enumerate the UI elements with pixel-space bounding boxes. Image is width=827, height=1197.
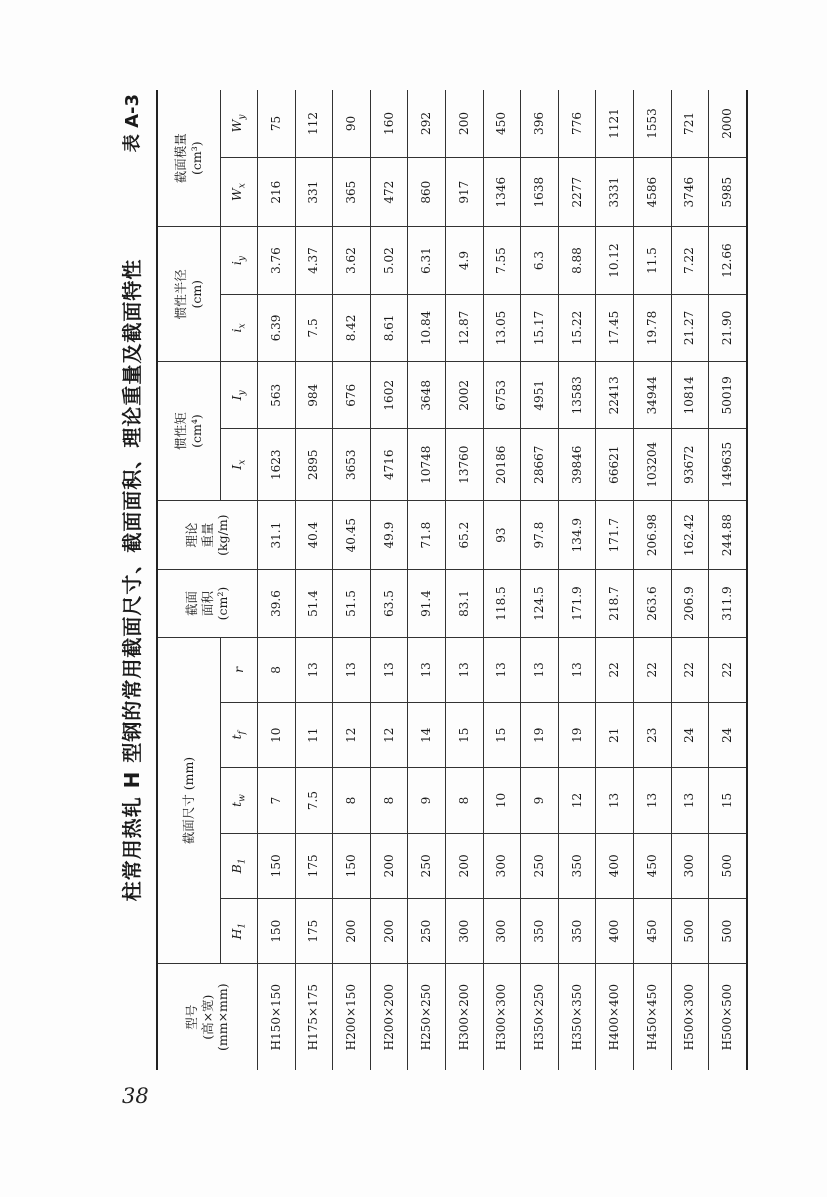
- table-cell: 20186: [483, 429, 521, 500]
- table-cell: 263.6: [633, 570, 671, 637]
- col-tf-sub: f: [237, 731, 248, 735]
- table-cell: 24: [671, 703, 709, 768]
- table-cell: 450: [483, 90, 521, 157]
- table-cell: 7: [258, 768, 296, 833]
- table-cell: 23: [633, 703, 671, 768]
- table-row: [521, 90, 559, 1070]
- table-cell: 13: [521, 637, 559, 702]
- table-cell: 9: [408, 768, 446, 833]
- table-cell: 75: [258, 90, 296, 157]
- table-cell: 134.9: [558, 500, 596, 569]
- table-cell: 500: [709, 899, 747, 964]
- table-cell: 15.22: [558, 294, 596, 361]
- table-cell: 12.66: [709, 227, 747, 294]
- table-cell: 21.27: [671, 294, 709, 361]
- col-r: [221, 637, 258, 702]
- table-cell: 4586: [633, 157, 671, 226]
- table-cell: 22: [709, 637, 747, 702]
- col-iy-lower-sub: y: [237, 256, 248, 262]
- table-cell: 9: [521, 768, 559, 833]
- table-cell-model: H200×150: [333, 964, 371, 1070]
- col-b1-sub: 1: [237, 858, 248, 865]
- col-ix-lower: [221, 294, 258, 361]
- table-cell: 171.7: [596, 500, 634, 569]
- table-cell: 10.84: [408, 294, 446, 361]
- col-ix-upper-sub: x: [237, 459, 248, 465]
- header-modulus: [157, 90, 221, 227]
- table-cell-model: H150×150: [258, 964, 296, 1070]
- table-cell: 250: [408, 899, 446, 964]
- table-cell: 66621: [596, 429, 634, 500]
- table-cell: 365: [333, 157, 371, 226]
- table-row: [445, 90, 483, 1070]
- table-cell: 206.9: [671, 570, 709, 637]
- table-row: [671, 90, 709, 1070]
- table-cell: 250: [521, 833, 559, 898]
- table-cell-model: H300×300: [483, 964, 521, 1070]
- table-cell: 350: [521, 899, 559, 964]
- table-cell: 12: [333, 703, 371, 768]
- table-cell-model: H500×500: [709, 964, 747, 1070]
- table-cell: 83.1: [445, 570, 483, 637]
- table-row: [483, 90, 521, 1070]
- table-cell: 11: [295, 703, 333, 768]
- table-cell: 13760: [445, 429, 483, 500]
- table-cell: 721: [671, 90, 709, 157]
- table-cell: 97.8: [521, 500, 559, 569]
- table-cell: 49.9: [370, 500, 408, 569]
- table-cell: 396: [521, 90, 559, 157]
- table-cell: 124.5: [521, 570, 559, 637]
- table-cell: 175: [295, 899, 333, 964]
- table-cell: 5.02: [370, 227, 408, 294]
- table-cell: 50019: [709, 362, 747, 429]
- table-cell: 10.12: [596, 227, 634, 294]
- header-weight-line1: 理论: [184, 522, 200, 548]
- table-cell: 22: [671, 637, 709, 702]
- table-cell: 350: [558, 833, 596, 898]
- table-cell: 91.4: [408, 570, 446, 637]
- header-radius-line2: (cm): [189, 279, 204, 309]
- table-cell-model: H200×200: [370, 964, 408, 1070]
- table-row: [596, 90, 634, 1070]
- col-iy-lower: [221, 227, 258, 294]
- table-cell: 292: [408, 90, 446, 157]
- table-cell: 350: [558, 899, 596, 964]
- table-cell-model: H300×200: [445, 964, 483, 1070]
- col-iy-upper: [221, 362, 258, 429]
- table-cell: 218.7: [596, 570, 634, 637]
- table-cell: 331: [295, 157, 333, 226]
- table-cell: 200: [370, 899, 408, 964]
- table-cell-model: H175×175: [295, 964, 333, 1070]
- table-cell: 13: [633, 768, 671, 833]
- h-steel-table: [156, 90, 748, 1070]
- table-cell: 65.2: [445, 500, 483, 569]
- table-cell: 21: [596, 703, 634, 768]
- header-model-line1: 型号: [184, 1004, 200, 1030]
- table-row: [370, 90, 408, 1070]
- col-h1-sub: 1: [237, 922, 248, 929]
- table-cell: 19: [521, 703, 559, 768]
- table-row: [295, 90, 333, 1070]
- table-cell: 39.6: [258, 570, 296, 637]
- table-cell: 3331: [596, 157, 634, 226]
- col-h1: [221, 899, 258, 964]
- table-cell: 21.90: [709, 294, 747, 361]
- table-cell: 4.9: [445, 227, 483, 294]
- table-cell: 13: [483, 637, 521, 702]
- header-inertia-line1: 惯性矩: [173, 412, 189, 450]
- table-cell: 1623: [258, 429, 296, 500]
- table-cell: 13: [370, 637, 408, 702]
- table-row: [709, 90, 747, 1070]
- col-ix-lower-sub: x: [237, 323, 248, 329]
- col-b1-base: B: [229, 864, 245, 874]
- table-cell: 7.22: [671, 227, 709, 294]
- table-cell: 34944: [633, 362, 671, 429]
- table-cell: 216: [258, 157, 296, 226]
- table-cell: 3648: [408, 362, 446, 429]
- table-cell: 4716: [370, 429, 408, 500]
- header-modulus-line1: 截面模量: [173, 133, 189, 184]
- table-cell: 150: [258, 833, 296, 898]
- col-tw: [221, 768, 258, 833]
- table-title: 柱常用热轧 H 型钢的常用截面尺寸、截面面积、理论重量及截面特性: [120, 258, 144, 902]
- col-ix-lower-base: i: [229, 328, 245, 333]
- table-cell: 71.8: [408, 500, 446, 569]
- col-wy-base: W: [229, 119, 245, 133]
- table-cell: 103204: [633, 429, 671, 500]
- table-cell: 500: [671, 899, 709, 964]
- col-wx: [221, 157, 258, 226]
- table-cell: 7.55: [483, 227, 521, 294]
- table-cell: 7.5: [295, 294, 333, 361]
- header-weight: [157, 500, 258, 569]
- table-cell: 10748: [408, 429, 446, 500]
- table-cell: 676: [333, 362, 371, 429]
- table-row: [633, 90, 671, 1070]
- header-area: [157, 570, 258, 637]
- table-cell: 200: [445, 833, 483, 898]
- table-cell: 200: [370, 833, 408, 898]
- table-cell: 15: [483, 703, 521, 768]
- table-cell: 8: [333, 768, 371, 833]
- table-cell: 11.5: [633, 227, 671, 294]
- col-tf: [221, 703, 258, 768]
- table-cell: 1602: [370, 362, 408, 429]
- table-cell: 90: [333, 90, 371, 157]
- header-area-line3: (cm²): [215, 586, 231, 621]
- table-cell: 984: [295, 362, 333, 429]
- table-cell: 175: [295, 833, 333, 898]
- table-cell-model: H500×300: [671, 964, 709, 1070]
- col-iy-upper-sub: y: [237, 390, 248, 396]
- header-weight-line3: (kg/m): [215, 514, 231, 556]
- table-cell: 19.78: [633, 294, 671, 361]
- table-cell: 19: [558, 703, 596, 768]
- table-cell: 13: [558, 637, 596, 702]
- table-cell: 3653: [333, 429, 371, 500]
- table-cell: 300: [671, 833, 709, 898]
- table-row: [408, 90, 446, 1070]
- table-cell: 3746: [671, 157, 709, 226]
- table-cell: 40.4: [295, 500, 333, 569]
- table-cell: 300: [483, 899, 521, 964]
- table-cell: 1553: [633, 90, 671, 157]
- table-cell: 12.87: [445, 294, 483, 361]
- table-cell: 400: [596, 899, 634, 964]
- table-cell: 472: [370, 157, 408, 226]
- table-cell-model: H450×450: [633, 964, 671, 1070]
- table-cell-model: H350×250: [521, 964, 559, 1070]
- header-weight-line2: 重量: [199, 522, 215, 548]
- table-cell: 28667: [521, 429, 559, 500]
- table-cell: 10814: [671, 362, 709, 429]
- table-cell: 13: [333, 637, 371, 702]
- table-cell: 22: [596, 637, 634, 702]
- table-cell: 206.98: [633, 500, 671, 569]
- title-row: [110, 90, 156, 1070]
- header-model-line3: (mm×mm): [215, 983, 231, 1051]
- table-cell: 51.5: [333, 570, 371, 637]
- table-cell: 15: [709, 768, 747, 833]
- table-cell: 93: [483, 500, 521, 569]
- table-cell-model: H400×400: [596, 964, 634, 1070]
- header-radius-line1: 惯性半径: [173, 269, 189, 320]
- col-tf-base: t: [229, 734, 245, 740]
- table-cell-model: H250×250: [408, 964, 446, 1070]
- table-cell: 300: [445, 899, 483, 964]
- table-cell: 8: [370, 768, 408, 833]
- table-cell: 10: [483, 768, 521, 833]
- col-wy-sub: y: [237, 114, 248, 120]
- table-cell: 15: [445, 703, 483, 768]
- table-cell: 8.42: [333, 294, 371, 361]
- table-cell: 8.88: [558, 227, 596, 294]
- table-cell: 171.9: [558, 570, 596, 637]
- table-cell: 1638: [521, 157, 559, 226]
- table-cell: 63.5: [370, 570, 408, 637]
- table-cell: 450: [633, 833, 671, 898]
- table-cell: 93672: [671, 429, 709, 500]
- table-cell: 3.62: [333, 227, 371, 294]
- col-wx-sub: x: [237, 183, 248, 189]
- table-cell: 563: [258, 362, 296, 429]
- col-b1: [221, 833, 258, 898]
- header-radius: [157, 227, 221, 362]
- table-cell: 39846: [558, 429, 596, 500]
- table-cell: 17.45: [596, 294, 634, 361]
- col-tw-sub: w: [237, 794, 248, 802]
- table-cell: 150: [258, 899, 296, 964]
- header-inertia: [157, 362, 221, 501]
- table-cell: 776: [558, 90, 596, 157]
- header-model: [157, 964, 258, 1070]
- table-cell: 6.3: [521, 227, 559, 294]
- table-cell: 1121: [596, 90, 634, 157]
- table-cell: 22413: [596, 362, 634, 429]
- col-ix-upper-base: I: [229, 464, 245, 470]
- col-h1-base: H: [229, 928, 245, 940]
- table-row: [558, 90, 596, 1070]
- table-cell: 13: [671, 768, 709, 833]
- header-area-line1: 截面: [184, 591, 200, 617]
- table-cell: 149635: [709, 429, 747, 500]
- col-r-base: r: [231, 666, 247, 673]
- header-modulus-line2: (cm³): [189, 141, 204, 175]
- table-cell: 22: [633, 637, 671, 702]
- table-cell: 13: [596, 768, 634, 833]
- col-iy-upper-base: I: [229, 395, 245, 401]
- table-cell: 2002: [445, 362, 483, 429]
- table-cell: 6.39: [258, 294, 296, 361]
- table-cell: 160: [370, 90, 408, 157]
- table-cell: 450: [633, 899, 671, 964]
- table-cell: 4.37: [295, 227, 333, 294]
- col-wx-base: W: [229, 188, 245, 202]
- table-cell: 244.88: [709, 500, 747, 569]
- col-ix-upper: [221, 429, 258, 500]
- header-dimensions: 截面尺寸 (mm): [157, 637, 221, 964]
- table-cell: 8: [445, 768, 483, 833]
- table-cell: 12: [558, 768, 596, 833]
- table-cell: 10: [258, 703, 296, 768]
- table-cell: 13.05: [483, 294, 521, 361]
- table-cell: 162.42: [671, 500, 709, 569]
- table-cell: 12: [370, 703, 408, 768]
- col-iy-lower-base: i: [229, 261, 245, 266]
- table-cell: 311.9: [709, 570, 747, 637]
- table-cell: 917: [445, 157, 483, 226]
- rotated-table-block: [110, 90, 734, 1070]
- table-cell: 200: [333, 899, 371, 964]
- table-cell: 6.31: [408, 227, 446, 294]
- table-cell: 24: [709, 703, 747, 768]
- table-cell: 860: [408, 157, 446, 226]
- table-cell: 7.5: [295, 768, 333, 833]
- header-area-line2: 面积: [199, 591, 215, 617]
- table-cell: 3.76: [258, 227, 296, 294]
- table-cell: 13: [295, 637, 333, 702]
- table-cell: 118.5: [483, 570, 521, 637]
- table-cell: 15.17: [521, 294, 559, 361]
- table-cell: 40.45: [333, 500, 371, 569]
- table-cell: 31.1: [258, 500, 296, 569]
- table-cell: 51.4: [295, 570, 333, 637]
- table-cell: 4951: [521, 362, 559, 429]
- table-cell: 13: [408, 637, 446, 702]
- table-cell: 8: [258, 637, 296, 702]
- table-cell: 112: [295, 90, 333, 157]
- table-cell: 2277: [558, 157, 596, 226]
- table-cell-model: H350×350: [558, 964, 596, 1070]
- header-inertia-line2: (cm⁴): [189, 414, 204, 448]
- col-tw-base: t: [229, 801, 245, 807]
- table-row: [258, 90, 296, 1070]
- table-cell: 6753: [483, 362, 521, 429]
- table-cell: 13: [445, 637, 483, 702]
- table-row: [333, 90, 371, 1070]
- table-label: 表 A-3: [122, 94, 143, 153]
- table-cell: 300: [483, 833, 521, 898]
- table-cell: 1346: [483, 157, 521, 226]
- page-number: 38: [122, 1084, 149, 1108]
- table-cell: 5985: [709, 157, 747, 226]
- table-cell: 13583: [558, 362, 596, 429]
- table-cell: 500: [709, 833, 747, 898]
- table-cell: 2895: [295, 429, 333, 500]
- table-cell: 14: [408, 703, 446, 768]
- header-model-line2: (高×宽): [199, 994, 215, 1040]
- table-cell: 2000: [709, 90, 747, 157]
- table-body: [258, 90, 747, 1070]
- table-cell: 250: [408, 833, 446, 898]
- table-cell: 400: [596, 833, 634, 898]
- table-cell: 8.61: [370, 294, 408, 361]
- col-wy: [221, 90, 258, 157]
- table-cell: 150: [333, 833, 371, 898]
- table-cell: 200: [445, 90, 483, 157]
